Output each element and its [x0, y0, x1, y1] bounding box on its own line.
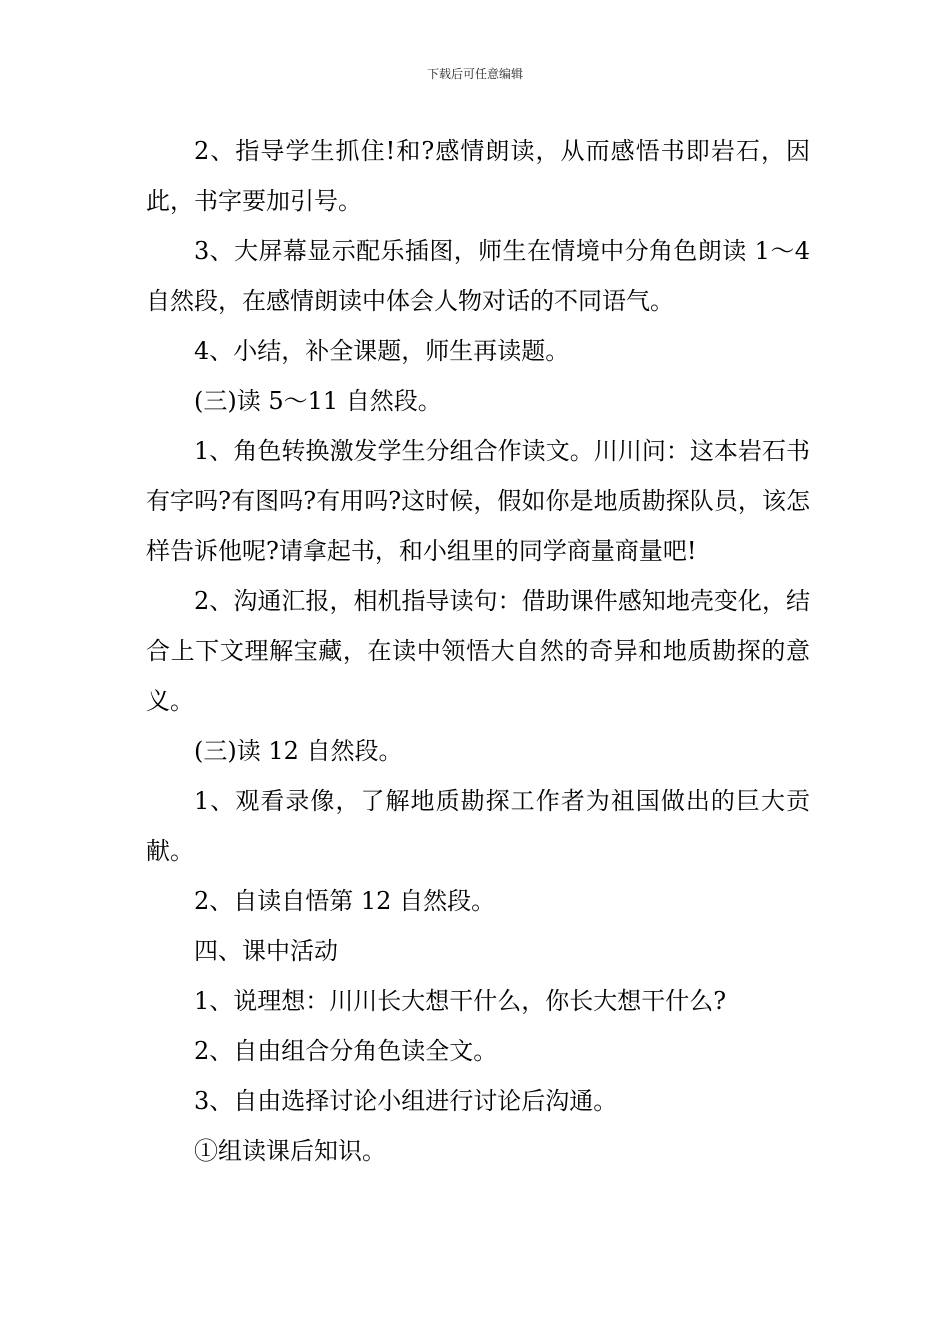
section-heading: 四、课中活动 — [194, 937, 338, 965]
page-header: 下载后可任意编辑 — [426, 67, 523, 81]
paragraph: 2、指导学生抓住!和?感情朗读，从而感悟书即岩石，因此，书字要加引号。 — [146, 137, 810, 215]
paragraph: ①组读课后知识。 — [194, 1137, 386, 1165]
paragraph: 1、观看录像，了解地质勘探工作者为祖国做出的巨大贡献。 — [146, 787, 810, 865]
document-body — [146, 126, 810, 1176]
paragraph: 3、自由选择讨论小组进行讨论后沟通。 — [194, 1087, 618, 1115]
paragraph: 2、自读自悟第 12 自然段。 — [194, 887, 496, 915]
paragraph: 1、角色转换激发学生分组合作读文。川川问：这本岩石书有字吗?有图吗?有用吗?这时候，假如你是地质勘探队员，该怎样告诉他呢?请拿起书，和小组里的同学商量商量吧! — [146, 437, 810, 565]
section-heading: (三)读 12 自然段。 — [194, 737, 403, 765]
section-heading: (三)读 5～11 自然段。 — [194, 387, 442, 415]
paragraph: 4、小结，补全课题，师生再读题。 — [194, 337, 570, 365]
paragraph: 3、大屏幕显示配乐插图，师生在情境中分角色朗读 1～4 自然段，在感情朗读中体会人物对话的不同语气。 — [146, 237, 810, 315]
paragraph: 2、自由组合分角色读全文。 — [194, 1037, 498, 1065]
paragraph: 1、说理想：川川长大想干什么，你长大想干什么? — [194, 987, 727, 1015]
paragraph: 2、沟通汇报，相机指导读句：借助课件感知地壳变化，结合上下文理解宝藏，在读中领悟大自然的奇异和地质勘探的意义。 — [146, 587, 810, 715]
